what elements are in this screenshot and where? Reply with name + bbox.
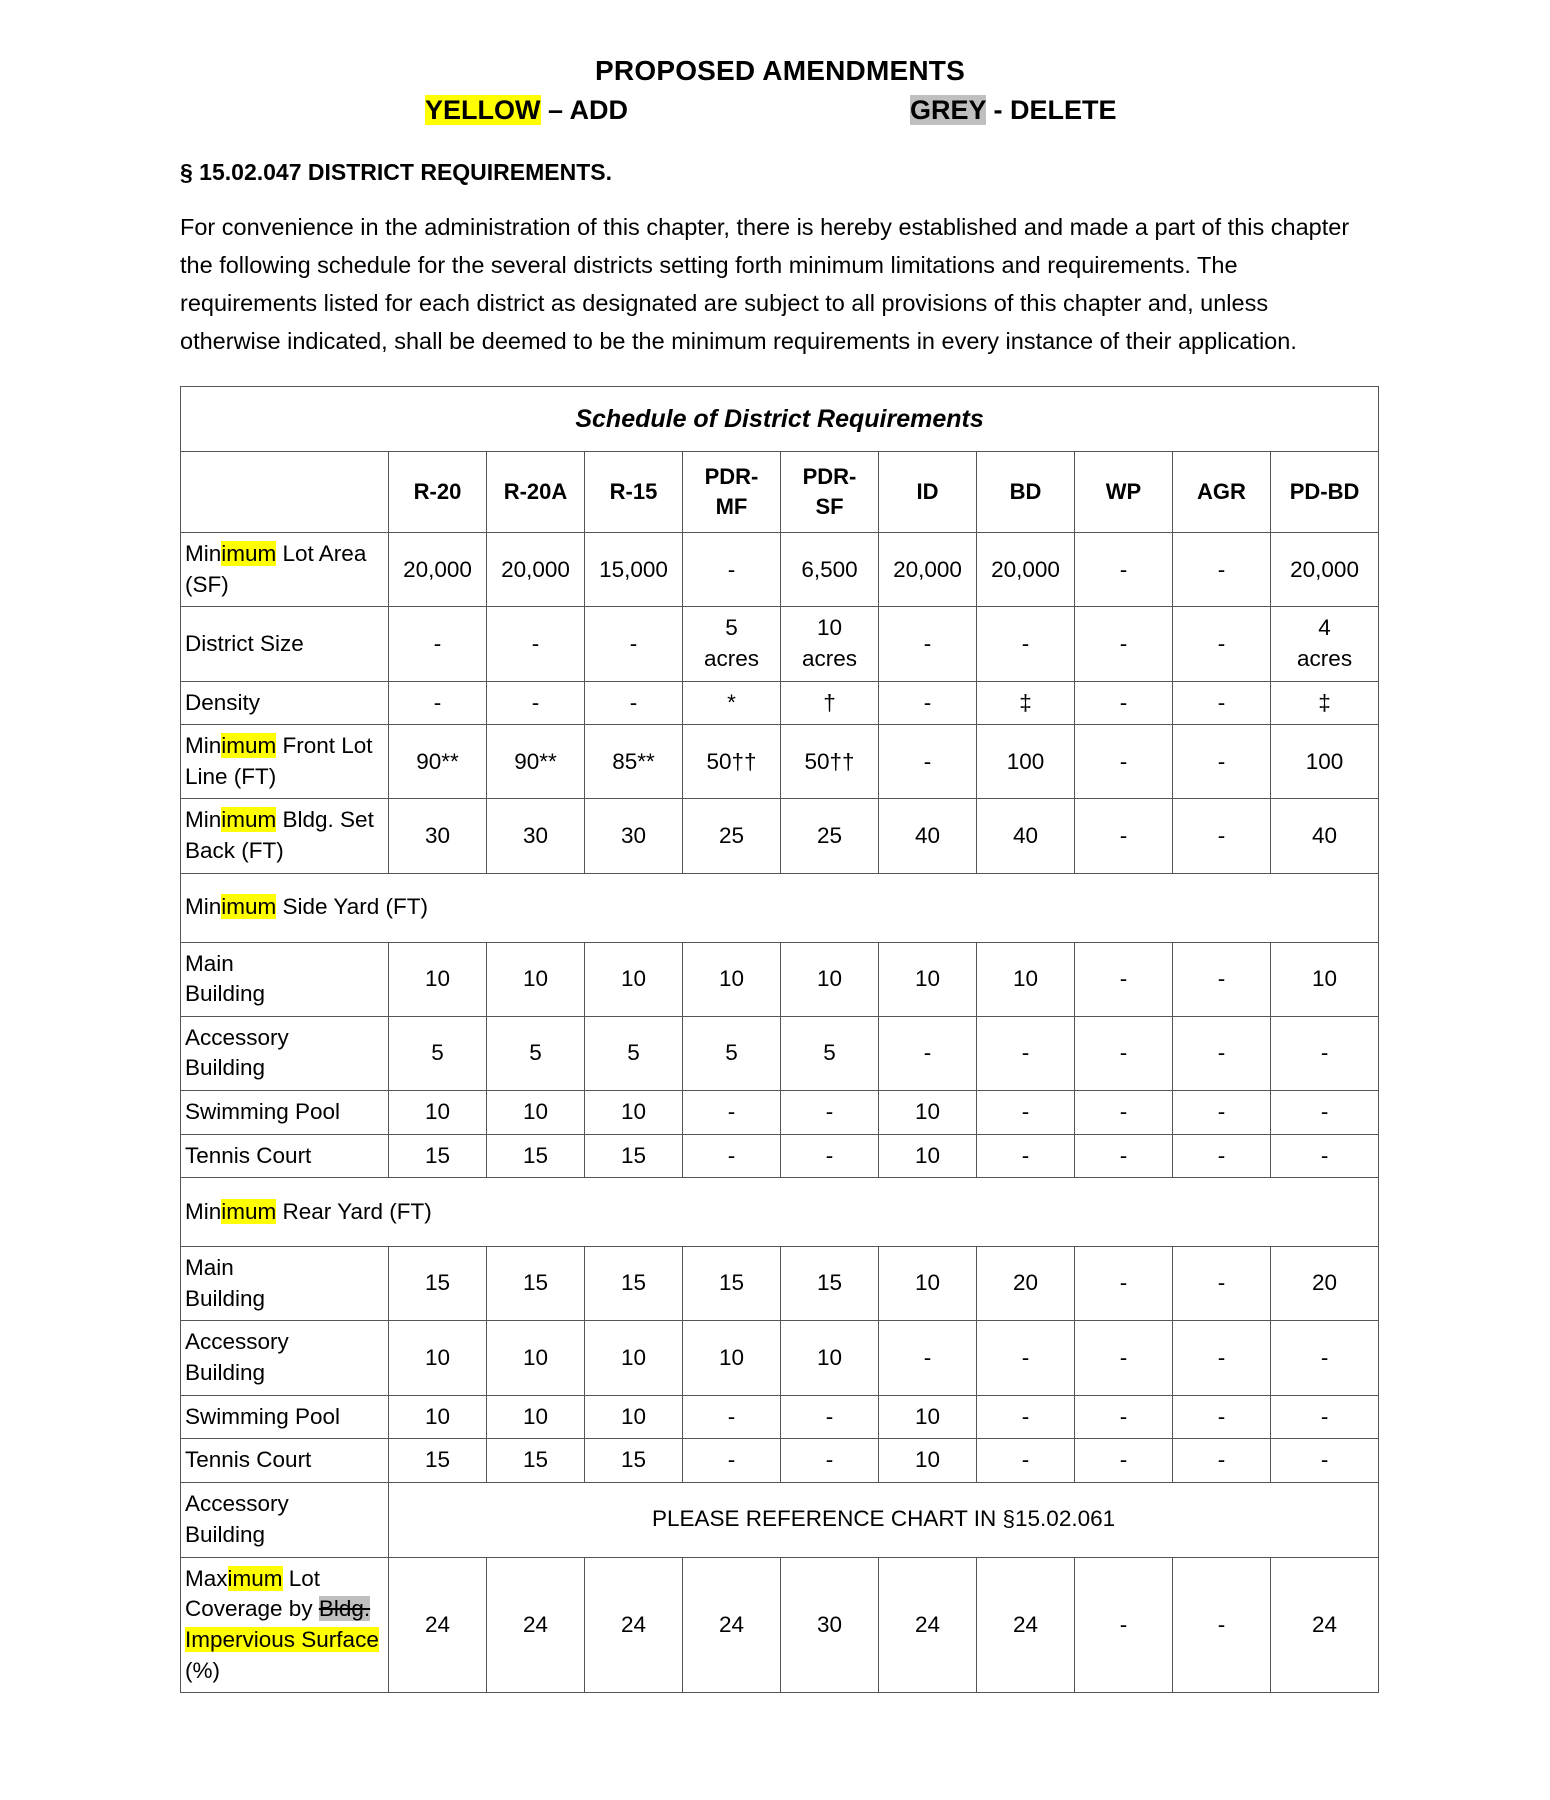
cell-side-main-building-R-20: 10	[389, 942, 487, 1016]
cell-min-bldg-set-back-PDR-MF: 25	[683, 799, 781, 873]
row-label-min-front-lot-line	[181, 725, 389, 799]
cell-side-swimming-pool-WP: -	[1075, 1090, 1173, 1134]
cell-district-size-PDR-MF: 5 acres	[683, 607, 781, 681]
row-label-density	[181, 681, 389, 725]
cell-side-tennis-court-R-15: 15	[585, 1134, 683, 1178]
cell-side-main-building-ID: 10	[879, 942, 977, 1016]
cell-side-tennis-court-PDR-MF: -	[683, 1134, 781, 1178]
cell-side-accessory-building-PDR-SF: 5	[781, 1016, 879, 1090]
row-label-side-accessory-building: Accessory Building	[181, 1016, 389, 1090]
cell-district-size-ID: -	[879, 607, 977, 681]
section-label-rear-yard	[181, 1178, 1379, 1247]
table-row-district-size	[181, 607, 1379, 681]
label-highlight: imum	[221, 894, 277, 920]
cell-density-R-15: -	[585, 681, 683, 725]
cell-side-tennis-court-PDR-SF: -	[781, 1134, 879, 1178]
cell-max-lot-coverage-R-20A: 24	[487, 1557, 585, 1692]
cell-rear-tennis-court-BD: -	[977, 1439, 1075, 1483]
cell-min-front-lot-line-PDR-SF: 50††	[781, 725, 879, 799]
cell-rear-accessory-building-PDR-MF: 10	[683, 1321, 781, 1395]
column-header-pdr-sf-line1: PDR-	[802, 464, 857, 490]
table-row-rear-tennis-court	[181, 1439, 1379, 1483]
cell-district-size-BD: -	[977, 607, 1075, 681]
label-highlight: imum	[221, 807, 277, 833]
cell-rear-main-building-R-20A: 15	[487, 1247, 585, 1321]
cell-side-tennis-court-WP: -	[1075, 1134, 1173, 1178]
cell-density-R-20: -	[389, 681, 487, 725]
cell-rear-main-building-R-20: 15	[389, 1247, 487, 1321]
cell-max-lot-coverage-WP: -	[1075, 1557, 1173, 1692]
cell-density-WP: -	[1075, 681, 1173, 725]
table-title: Schedule of District Requirements	[181, 387, 1379, 452]
legend-row	[180, 95, 1370, 135]
cell-rear-accessory-building-PDR-SF: 10	[781, 1321, 879, 1395]
label-text: Min	[185, 807, 222, 833]
cell-rear-main-building-AGR: -	[1173, 1247, 1271, 1321]
section-paragraph: For convenience in the administration of this chapter, there is hereby established and made a part of this chapter the following schedule for the several districts setting forth minimum limitations and requirements. The requirements listed for each district as designated are subject to all provisions of this chapter and, unless otherwise indicated, shall be deemed to be the minimum requirements in every instance of their application.	[180, 214, 1350, 355]
cell-rear-main-building-R-15: 15	[585, 1247, 683, 1321]
table-row-min-front-lot-line	[181, 725, 1379, 799]
cell-side-swimming-pool-R-15: 10	[585, 1090, 683, 1134]
cell-min-bldg-set-back-PD-BD: 40	[1271, 799, 1379, 873]
cell-rear-swimming-pool-PDR-MF: -	[683, 1395, 781, 1439]
cell-side-swimming-pool-PDR-MF: -	[683, 1090, 781, 1134]
cell-side-accessory-building-ID: -	[879, 1016, 977, 1090]
cell-side-main-building-PDR-MF: 10	[683, 942, 781, 1016]
cell-side-accessory-building-R-20A: 5	[487, 1016, 585, 1090]
accessory-reference-note: PLEASE REFERENCE CHART IN §15.02.061	[389, 1482, 1379, 1557]
cell-district-size-R-20: -	[389, 607, 487, 681]
cell-rear-tennis-court-WP: -	[1075, 1439, 1173, 1483]
label-text-cont: Bldg. Set Back (FT)	[185, 807, 374, 863]
cell-min-lot-area-R-20A: 20,000	[487, 533, 585, 607]
cell-rear-swimming-pool-R-20A: 10	[487, 1395, 585, 1439]
cell-side-main-building-AGR: -	[1173, 942, 1271, 1016]
section-heading: § 15.02.047 DISTRICT REQUIREMENTS.	[180, 159, 613, 185]
cell-rear-tennis-court-R-20A: 15	[487, 1439, 585, 1483]
cell-rear-swimming-pool-BD: -	[977, 1395, 1075, 1439]
cell-density-PD-BD: ‡	[1271, 681, 1379, 725]
cell-rear-swimming-pool-PDR-SF: -	[781, 1395, 879, 1439]
table-row-rear-main-building	[181, 1247, 1379, 1321]
cell-rear-tennis-court-ID: 10	[879, 1439, 977, 1483]
column-header-pdr-mf-line2: MF	[715, 494, 748, 520]
cell-min-lot-area-ID: 20,000	[879, 533, 977, 607]
cell-side-swimming-pool-AGR: -	[1173, 1090, 1271, 1134]
cell-min-bldg-set-back-BD: 40	[977, 799, 1075, 873]
cell-min-front-lot-line-ID: -	[879, 725, 977, 799]
cell-max-lot-coverage-ID: 24	[879, 1557, 977, 1692]
cell-max-lot-coverage-BD: 24	[977, 1557, 1075, 1692]
label-text-cont: Lot Area (SF)	[185, 541, 367, 597]
row-label-accessory-reference: Accessory Building	[181, 1482, 389, 1557]
cell-rear-accessory-building-AGR: -	[1173, 1321, 1271, 1395]
cell-rear-tennis-court-R-20: 15	[389, 1439, 487, 1483]
cell-min-front-lot-line-R-20A: 90**	[487, 725, 585, 799]
cell-district-size-WP: -	[1075, 607, 1173, 681]
cell-rear-main-building-ID: 10	[879, 1247, 977, 1321]
cell-min-front-lot-line-PD-BD: 100	[1271, 725, 1379, 799]
cell-min-bldg-set-back-AGR: -	[1173, 799, 1271, 873]
row-label-rear-main-building: Main Building	[181, 1247, 389, 1321]
column-header-pdr-mf	[683, 452, 781, 533]
cell-rear-main-building-WP: -	[1075, 1247, 1173, 1321]
cell-min-lot-area-PD-BD: 20,000	[1271, 533, 1379, 607]
cell-rear-swimming-pool-ID: 10	[879, 1395, 977, 1439]
row-label-rear-accessory-building: Accessory Building	[181, 1321, 389, 1395]
cell-rear-main-building-PDR-MF: 15	[683, 1247, 781, 1321]
cell-density-AGR: -	[1173, 681, 1271, 725]
cell-rear-accessory-building-WP: -	[1075, 1321, 1173, 1395]
cell-max-lot-coverage-PDR-MF: 24	[683, 1557, 781, 1692]
cell-side-swimming-pool-R-20A: 10	[487, 1090, 585, 1134]
table-row-side-tennis-court	[181, 1134, 1379, 1178]
label-text: District Size	[185, 630, 304, 656]
table-section-side-yard	[181, 873, 1379, 942]
cell-max-lot-coverage-R-15: 24	[585, 1557, 683, 1692]
column-header-id: ID	[879, 452, 977, 533]
cell-side-accessory-building-PDR-MF: 5	[683, 1016, 781, 1090]
cell-side-accessory-building-BD: -	[977, 1016, 1075, 1090]
cell-min-front-lot-line-AGR: -	[1173, 725, 1271, 799]
cell-min-lot-area-AGR: -	[1173, 533, 1271, 607]
cell-side-tennis-court-BD: -	[977, 1134, 1075, 1178]
row-label-max-lot-coverage	[181, 1557, 389, 1692]
label-deleted-bldg: Bldg.	[318, 1596, 371, 1622]
label-text: Min	[185, 733, 222, 759]
legend-delete	[910, 95, 1117, 126]
label-highlight: imum	[221, 1198, 277, 1224]
label-text: Density	[185, 689, 261, 715]
cell-min-lot-area-PDR-SF: 6,500	[781, 533, 879, 607]
cell-side-main-building-R-15: 10	[585, 942, 683, 1016]
table-title-row	[181, 387, 1379, 452]
label-text: Min	[185, 894, 222, 920]
table-row-max-lot-coverage	[181, 1557, 1379, 1692]
cell-min-lot-area-R-15: 15,000	[585, 533, 683, 607]
cell-side-main-building-WP: -	[1075, 942, 1173, 1016]
cell-min-front-lot-line-WP: -	[1075, 725, 1173, 799]
cell-district-size-PDR-SF: 10 acres	[781, 607, 879, 681]
cell-density-R-20A: -	[487, 681, 585, 725]
cell-max-lot-coverage-R-20: 24	[389, 1557, 487, 1692]
cell-rear-tennis-court-R-15: 15	[585, 1439, 683, 1483]
row-label-rear-swimming-pool: Swimming Pool	[181, 1395, 389, 1439]
cell-density-ID: -	[879, 681, 977, 725]
label-highlight: imum	[221, 541, 277, 567]
cell-density-PDR-MF: *	[683, 681, 781, 725]
column-header-pdr-sf	[781, 452, 879, 533]
legend-add	[425, 95, 628, 126]
legend-add-text: – ADD	[540, 95, 629, 125]
cell-density-PDR-SF: †	[781, 681, 879, 725]
cell-district-size-R-20A: -	[487, 607, 585, 681]
cell-min-lot-area-BD: 20,000	[977, 533, 1075, 607]
cell-max-lot-coverage-AGR: -	[1173, 1557, 1271, 1692]
column-header-blank	[181, 452, 389, 533]
legend-delete-text: - DELETE	[986, 95, 1117, 125]
label-text-cont: Side Yard (FT)	[276, 894, 428, 920]
table-row-side-swimming-pool	[181, 1090, 1379, 1134]
cell-side-swimming-pool-PDR-SF: -	[781, 1090, 879, 1134]
cell-rear-tennis-court-AGR: -	[1173, 1439, 1271, 1483]
table-row-side-accessory-building	[181, 1016, 1379, 1090]
cell-district-size-PD-BD: 4 acres	[1271, 607, 1379, 681]
cell-side-swimming-pool-PD-BD: -	[1271, 1090, 1379, 1134]
table-row-rear-swimming-pool	[181, 1395, 1379, 1439]
row-label-min-bldg-set-back	[181, 799, 389, 873]
cell-side-accessory-building-R-15: 5	[585, 1016, 683, 1090]
cell-min-front-lot-line-R-15: 85**	[585, 725, 683, 799]
cell-side-main-building-PD-BD: 10	[1271, 942, 1379, 1016]
cell-district-size-AGR: -	[1173, 607, 1271, 681]
cell-side-accessory-building-R-20: 5	[389, 1016, 487, 1090]
cell-max-lot-coverage-PDR-SF: 30	[781, 1557, 879, 1692]
cell-side-tennis-court-ID: 10	[879, 1134, 977, 1178]
table-header-row	[181, 452, 1379, 533]
cell-side-accessory-building-AGR: -	[1173, 1016, 1271, 1090]
row-label-side-tennis-court: Tennis Court	[181, 1134, 389, 1178]
cell-rear-main-building-PD-BD: 20	[1271, 1247, 1379, 1321]
label-highlight: imum	[227, 1565, 283, 1591]
cell-rear-swimming-pool-R-15: 10	[585, 1395, 683, 1439]
cell-rear-main-building-PDR-SF: 15	[781, 1247, 879, 1321]
table-row-min-bldg-set-back	[181, 799, 1379, 873]
cell-side-tennis-court-PD-BD: -	[1271, 1134, 1379, 1178]
cell-min-front-lot-line-PDR-MF: 50††	[683, 725, 781, 799]
column-header-wp: WP	[1075, 452, 1173, 533]
cell-min-lot-area-WP: -	[1075, 533, 1173, 607]
cell-rear-accessory-building-ID: -	[879, 1321, 977, 1395]
cell-rear-tennis-court-PD-BD: -	[1271, 1439, 1379, 1483]
label-text-end: (%)	[185, 1657, 220, 1683]
cell-side-tennis-court-R-20A: 15	[487, 1134, 585, 1178]
cell-rear-accessory-building-R-15: 10	[585, 1321, 683, 1395]
cell-min-bldg-set-back-R-20A: 30	[487, 799, 585, 873]
cell-rear-swimming-pool-PD-BD: -	[1271, 1395, 1379, 1439]
table-row-density	[181, 681, 1379, 725]
section-label-side-yard	[181, 873, 1379, 942]
column-header-r20: R-20	[389, 452, 487, 533]
cell-side-main-building-PDR-SF: 10	[781, 942, 879, 1016]
cell-rear-tennis-court-PDR-SF: -	[781, 1439, 879, 1483]
cell-side-main-building-BD: 10	[977, 942, 1075, 1016]
cell-rear-accessory-building-R-20A: 10	[487, 1321, 585, 1395]
cell-side-main-building-R-20A: 10	[487, 942, 585, 1016]
cell-side-swimming-pool-ID: 10	[879, 1090, 977, 1134]
cell-min-bldg-set-back-ID: 40	[879, 799, 977, 873]
cell-side-tennis-court-AGR: -	[1173, 1134, 1271, 1178]
column-header-pdr-sf-line2: SF	[815, 494, 844, 520]
row-label-min-lot-area	[181, 533, 389, 607]
row-label-side-main-building: Main Building	[181, 942, 389, 1016]
schedule-table	[180, 386, 1379, 1693]
row-label-rear-tennis-court: Tennis Court	[181, 1439, 389, 1483]
cell-rear-swimming-pool-R-20: 10	[389, 1395, 487, 1439]
label-text: Max	[185, 1565, 228, 1591]
label-highlight: imum	[221, 733, 277, 759]
row-label-district-size	[181, 607, 389, 681]
column-header-r20a: R-20A	[487, 452, 585, 533]
table-row-accessory-reference	[181, 1482, 1379, 1557]
legend-delete-key: GREY	[910, 95, 987, 125]
cell-density-BD: ‡	[977, 681, 1075, 725]
cell-min-bldg-set-back-PDR-SF: 25	[781, 799, 879, 873]
cell-min-lot-area-PDR-MF: -	[683, 533, 781, 607]
cell-rear-swimming-pool-AGR: -	[1173, 1395, 1271, 1439]
cell-rear-accessory-building-R-20: 10	[389, 1321, 487, 1395]
label-text-cont: Front Lot Line (FT)	[185, 733, 373, 789]
cell-side-swimming-pool-BD: -	[977, 1090, 1075, 1134]
cell-side-accessory-building-WP: -	[1075, 1016, 1173, 1090]
document-title: PROPOSED AMENDMENTS	[595, 55, 965, 86]
label-text: Min	[185, 541, 222, 567]
column-header-agr: AGR	[1173, 452, 1271, 533]
cell-rear-accessory-building-PD-BD: -	[1271, 1321, 1379, 1395]
legend-add-key: YELLOW	[425, 95, 541, 125]
cell-min-bldg-set-back-R-15: 30	[585, 799, 683, 873]
label-text: Min	[185, 1198, 222, 1224]
cell-min-bldg-set-back-WP: -	[1075, 799, 1173, 873]
cell-min-lot-area-R-20: 20,000	[389, 533, 487, 607]
cell-min-bldg-set-back-R-20: 30	[389, 799, 487, 873]
cell-side-accessory-building-PD-BD: -	[1271, 1016, 1379, 1090]
cell-district-size-R-15: -	[585, 607, 683, 681]
column-header-r15: R-15	[585, 452, 683, 533]
table-row-min-lot-area	[181, 533, 1379, 607]
cell-min-front-lot-line-BD: 100	[977, 725, 1075, 799]
label-text-cont: Lot Coverage by	[185, 1565, 321, 1622]
cell-rear-accessory-building-BD: -	[977, 1321, 1075, 1395]
cell-side-swimming-pool-R-20: 10	[389, 1090, 487, 1134]
column-header-pdr-mf-line1: PDR-	[704, 464, 759, 490]
label-added-impervious: Impervious Surface	[185, 1626, 379, 1652]
row-label-side-swimming-pool: Swimming Pool	[181, 1090, 389, 1134]
table-row-side-main-building	[181, 942, 1379, 1016]
label-text-cont: Rear Yard (FT)	[276, 1198, 432, 1224]
cell-max-lot-coverage-PD-BD: 24	[1271, 1557, 1379, 1692]
cell-min-front-lot-line-R-20: 90**	[389, 725, 487, 799]
table-row-rear-accessory-building	[181, 1321, 1379, 1395]
cell-rear-tennis-court-PDR-MF: -	[683, 1439, 781, 1483]
cell-side-tennis-court-R-20: 15	[389, 1134, 487, 1178]
cell-rear-main-building-BD: 20	[977, 1247, 1075, 1321]
column-header-bd: BD	[977, 452, 1075, 533]
table-section-rear-yard	[181, 1178, 1379, 1247]
cell-rear-swimming-pool-WP: -	[1075, 1395, 1173, 1439]
column-header-pd-bd: PD-BD	[1271, 452, 1379, 533]
